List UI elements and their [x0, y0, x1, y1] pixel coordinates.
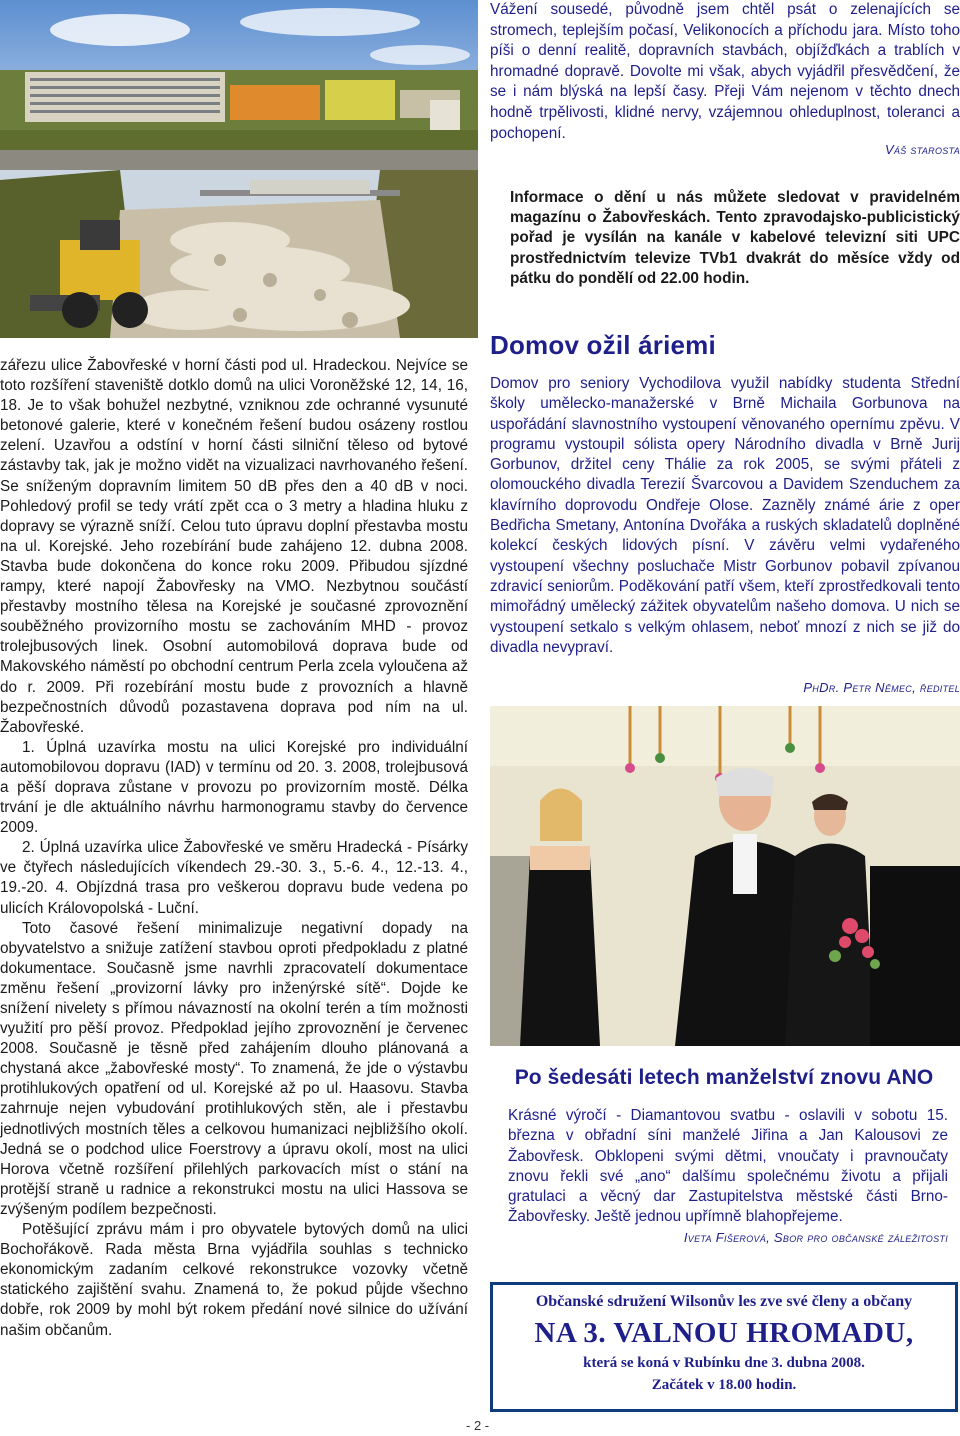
left-paragraph: Potěšující zprávu mám i pro obyvatele bytových domů na ulici Bochořákově. Rada města Brna vyjádřila souhlas s technicko ekonomickým zadaním celkové rekonstrukce vozovky včetně statického zajištění svahu. Znamená to, že pokud půjde všechno dobře, rok 2009 by mohl být rokem předání nové silnice do užívání našim občanům. — [0, 1221, 468, 1339]
left-column-article — [0, 356, 468, 1341]
anniversary-signature: Iveta Fišerová, Sbor pro občanské záležitosti — [683, 1230, 948, 1245]
page-number: - 2 - — [466, 1418, 490, 1433]
left-paragraph: 2. Úplná uzavírka ulice Žabovřeské ve směru Hradecká - Písárky ve čtyřech následujících víkendech 29.-30. 3., 5.-6. 4., 12.-13. 4., 19.-20. 4. Objízdná trasa pro veškerou dopravu bude vedena po ulicích Královopolská - Luční. — [0, 839, 468, 917]
anniversary-title: Po šedesáti letech manželství znovu ANO — [514, 1066, 934, 1089]
assembly-announcement-box — [490, 1282, 958, 1412]
anniversary-box — [490, 1052, 958, 1258]
left-paragraph: Toto časové řešení minimalizuje negativní dopady na obyvatelstvo a snižuje zatížení stavbou oproti předpokladu z platné dokumentace. Současně jsme navrhli zpracovatelí dokumentace změnu řešení „provizorní lávky pro inženýrské sítě“. Dojde ke snížení nivelety s přímou návazností na okolní terén a tím možnosti využití pro pěší provoz. Předpoklad jejího zprovoznění je červenec 2008. Současně je těsně před zahájením dlouho plánovaná a chystaná akce „žabovřeské mosty“. To znamená, že jde o výstavbu protihlukových opatření od ul. Korejské až po ul. Haasovu. Stavba zahrnuje nejen vybudování protihlukových stěn, ale i přestavbu jednotlivých mostních těles a celkovou humanizaci nejbližšího okolí. Jedná se o podchod ulice Foerstrovy a úpravu okolí, most na ulici Horova včetně rozšíření přilehlých parkovacích míst o stání na protější straně u radnice a rekonstrukci mostu na ulici Hassova se zvýšeným podílem bezpečnosti. — [0, 919, 468, 1218]
assembly-date: která se koná v Rubínku dne 3. dubna 2008. — [583, 1355, 865, 1371]
tv-info: Informace o dění u nás můžete sledovat v pravidelném magazínu o Žabovřeskách. Tento zpravodajsko-publicistický pořad je vysílán na kanále v kabelové televizní siti UPC prostřednictvím televize TVb1 dvakrát do měsíce vždy od pátku do pondělí od 22.00 hodin. — [510, 189, 960, 287]
left-paragraph: 1. Úplná uzavírka mostu na ulici Korejské pro individuální automobilovou dopravu (IAD) v termínu od 20. 3. 2008, trolejbusová a pěší doprava zůstane v provozu po provizorním mostě. Délka trvání je dle aktuálního návrhu harmonogramu stavby do července 2009. — [0, 738, 468, 837]
assembly-heading: NA 3. VALNOU HROMADU, — [534, 1317, 914, 1349]
photo-opera-singers — [490, 706, 960, 1046]
intro-signature: Váš starosta — [884, 142, 960, 157]
intro-paragraph: Vážení sousedé, původně jsem chtěl psát o zelenajících se stromech, teplejším počasí, Velikonocích a příchodu jara. Místo toho píši o denní realitě, dopravních stavbách, objížďkách a trablích v hromadné dopravě. Dovolte mi však, abych vyjádřil přesvědčení, že se i nám blýská na lepší časy. Přeji Vám nejenom v těchto dnech hodně trpělivosti, klidné nervy, vzájemnou ohleduplnost, toleranci a pochopení. — [490, 1, 960, 142]
assembly-time: Začátek v 18.00 hodin. — [651, 1377, 797, 1393]
intro-text — [490, 0, 960, 144]
domov-text: Domov pro seniory Vychodilova využil nabídky studenta Střední školy umělecko-manažerské v Brně Michaila Gorbunova na uspořádání slavnostního vystoupení věnovaného opernímu zpěvu. V programu vystoupil sólista opery Národního divadla v Brně Jurij Gorbunov, držitel ceny Thálie za rok 2005, se svými přáteli z olomouckého divadla Terezií Švarcovou a Davidem Szenduchem za klavírního doprovodu Ondřeje Olose. Zazněly známé árie z oper Bedřicha Smetany, Antonína Dvořáka a ruských skladatelů doplněné kolekcí českých lidových písní. V závěru velmi vydařeného vystoupení všechny posluchače Mistr Gorbunov pobavil zpívanou zdravicí seniorům. Poděkování patří všem, kteří zprostředkovali tento mimořádný umělecký zážitek obyvatelům našeho domova. U nich se vystoupení setkalo s velkým ohlasem, neboť mnozí z nich se již do divadla nevypraví. — [490, 375, 960, 656]
domov-title: Domov ožil áriemi — [490, 330, 716, 360]
domov-signature: PhDr. Petr Němec, ředitel — [803, 680, 960, 695]
left-paragraph: zářezu ulice Žabovřeské v horní části pod ul. Hradeckou. Nejvíce se toto rozšíření staveniště dotklo domů na ulici Voroněžské 12, 14, 16, 18. Je to však bohužel nezbytné, vzniknou zde ochranné vysunuté betonové galerie, které v konečném řešení budou osázeny rostlou zelení. Uzavřou a odstíní v horní části silniční těleso od bytové zástavby tak, jak je možno vidět na vizualizaci navrhovaného řešení. Se sníženým dopravním limitem 50 dB přes den a 40 dB v noci. Pohledový profil se tedy vrátí zpět cca o 3 metry a hladina hluku z dopravy se výrazně sníží. Celou tuto úpravu doplní přestavba mostu na ul. Korejské. Jeho rozebírání bude zahájeno 12. dubna 2008. Stavba bude dokončena do konce roku 2009. Přibudou sjízdné rampy, které napojí Žabovřesky na VMO. Nezbytnou součástí přestavby mostního tělesa na Korejské je současné zprovoznění souběžného provizorního mostu se zachováním MHD - provoz trolejbusových linek. Osobní automobilová doprava bude od Makovského náměstí po obchodní centrum Perla zcela vyloučena až do r. 2009. Při rozebírání mostu bude z provozních a hlavně bezpečnostních důvodů pozastavena doprava pod ním na ul. Žabovřeské. — [0, 357, 468, 736]
anniversary-text: Krásné výročí - Diamantovou svatbu - oslavili v sobotu 15. března v obřadní síni manželé Jiřina a Jan Kalousovi ze Žabovřesk. Obklopeni svými dětmi, vnoučaty i pravnoučaty znovu řekli své „ano“ dalšímu společnému životu a přijali gratulaci a věcný dar Zastupitelstva městské části Brno-Žabovřesky. Ještě jednou upřímně blahopřejeme. — [508, 1107, 948, 1226]
assembly-invite: Občanské sdružení Wilsonův les zve své členy a občany — [535, 1293, 913, 1310]
photo-apartment-blocks — [0, 0, 478, 170]
photo-construction-site — [0, 170, 478, 338]
